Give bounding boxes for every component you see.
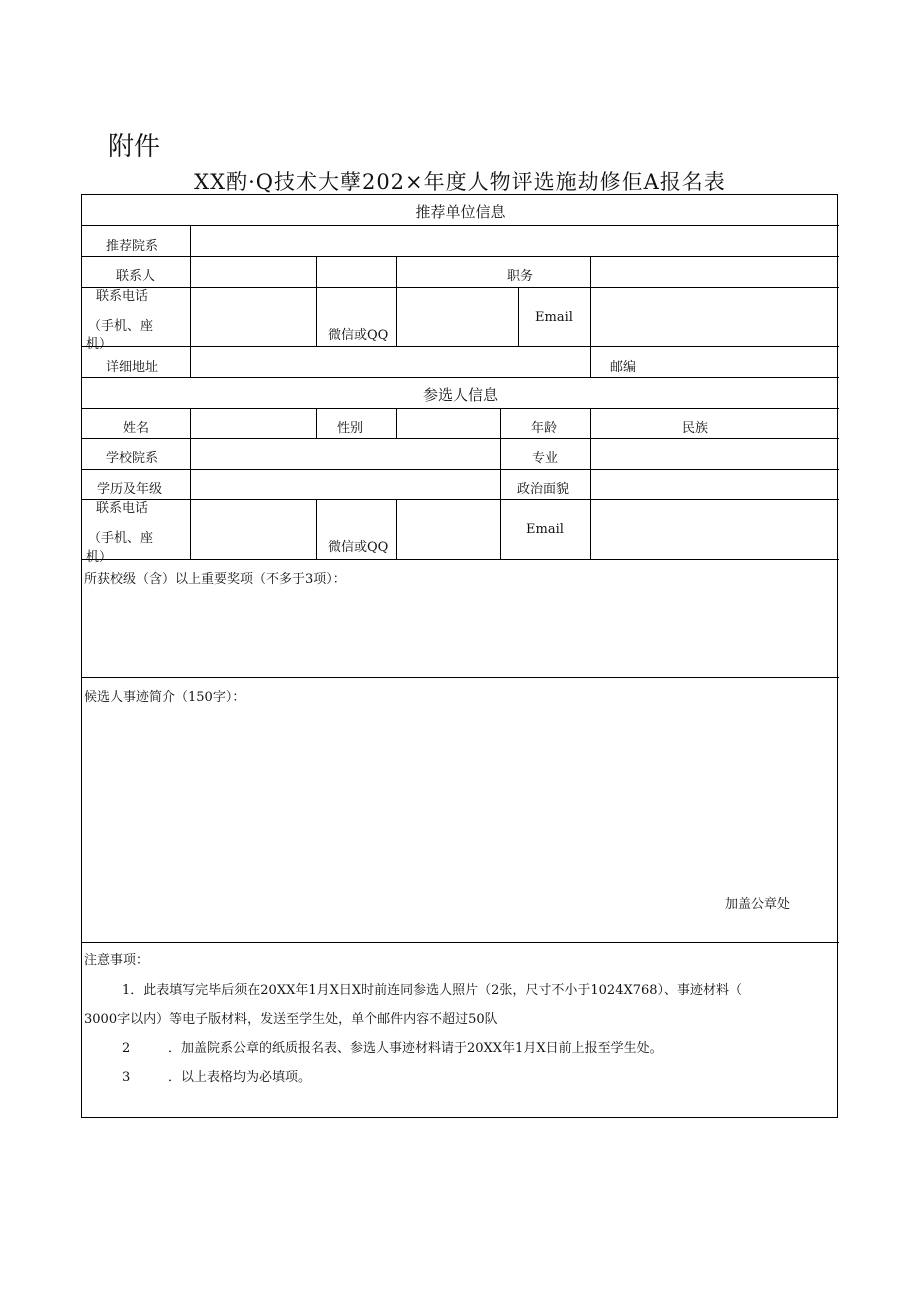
attachment-label: 附件	[108, 132, 161, 162]
row-divider	[82, 225, 839, 226]
candidate-phone-label-clip	[82, 550, 190, 565]
row-divider	[82, 438, 839, 439]
row-divider	[82, 677, 839, 678]
col-divider	[396, 256, 397, 346]
col-divider	[518, 287, 519, 346]
phone-label-line1: 联系电话	[96, 289, 149, 304]
candidate-phone-label-line3: 机）	[86, 550, 113, 565]
phone-label-line3: 机）	[86, 337, 113, 352]
row-divider	[82, 559, 839, 560]
contact-person-label: 联系人	[116, 269, 156, 284]
candidate-phone-label-line1: 联系电话	[96, 501, 149, 516]
candidate-wechat-qq-label: 微信或QQ	[328, 540, 389, 555]
education-grade-label: 学历及年级	[97, 482, 163, 497]
name-label: 姓名	[123, 421, 150, 436]
registration-form-table	[81, 194, 838, 1118]
col-divider	[316, 256, 317, 346]
col-divider	[500, 408, 501, 499]
row-divider	[82, 499, 839, 500]
school-dept-label: 学校院系	[106, 451, 159, 466]
note-item-3-number: 3	[122, 1070, 131, 1085]
recommend-dept-label: 推荐院系	[106, 239, 159, 254]
row-divider	[82, 942, 839, 943]
col-divider	[190, 225, 191, 346]
col-divider	[500, 499, 501, 559]
wechat-qq-label: 微信或QQ	[328, 328, 389, 343]
col-divider	[590, 408, 591, 559]
phone-label-line2: （手机、座	[88, 319, 154, 334]
position-label: 职务	[507, 269, 534, 284]
note-item-1: 1．此表填写完毕后须在20XX年1月X日X时前连同参选人照片（2张，尺寸不小于1024X768）、事迹材料（	[122, 983, 743, 998]
phone-label-clip	[82, 337, 190, 352]
row-divider	[82, 287, 839, 288]
col-divider	[396, 499, 397, 559]
candidate-email-label: Email	[526, 522, 564, 537]
row-divider	[82, 256, 839, 257]
row-divider	[82, 377, 839, 378]
col-divider	[190, 408, 191, 559]
form-title: XX酌·Q技术大孽202×年度人物评选施劫修佢A报名表	[194, 170, 726, 194]
age-label: 年龄	[531, 421, 558, 436]
deeds-label: 候选人事迹简介（150字）：	[84, 690, 246, 705]
major-label: 专业	[532, 451, 559, 466]
political-status-label: 政治面貌	[517, 482, 570, 497]
candidate-phone-label-line2: （手机、座	[88, 531, 154, 546]
col-divider	[590, 256, 591, 377]
row-divider	[82, 346, 839, 347]
col-divider	[316, 499, 317, 559]
address-label: 详细地址	[106, 360, 159, 375]
email-label: Email	[535, 310, 573, 325]
col-divider	[396, 408, 397, 438]
awards-label: 所获校级（含）以上重要奖项（不多于3项）：	[84, 572, 346, 587]
note-item-2: ．加盖院系公章的纸质报名表、参选人事迹材料请于20XX年1月X日前上报至学生处。	[168, 1041, 663, 1056]
note-item-2-number: 2	[122, 1041, 131, 1056]
ethnicity-label: 民族	[682, 421, 709, 436]
note-item-3: ．以上表格均为必填项。	[168, 1070, 312, 1085]
gender-label: 性别	[337, 421, 364, 436]
row-divider	[82, 408, 839, 409]
recommender-section-heading: 推荐单位信息	[415, 203, 506, 221]
notes-heading: 注意事项：	[84, 953, 150, 968]
seal-placeholder: 加盖公章处	[725, 897, 791, 912]
candidate-section-heading: 参选人信息	[422, 386, 498, 404]
postcode-label: 邮编	[610, 360, 637, 375]
row-divider	[82, 469, 839, 470]
col-divider	[316, 408, 317, 438]
col-divider	[190, 346, 191, 377]
note-item-1-cont: 3000字以内）等电子版材料，发送至学生处，单个邮件内容不超过50队	[84, 1012, 498, 1027]
